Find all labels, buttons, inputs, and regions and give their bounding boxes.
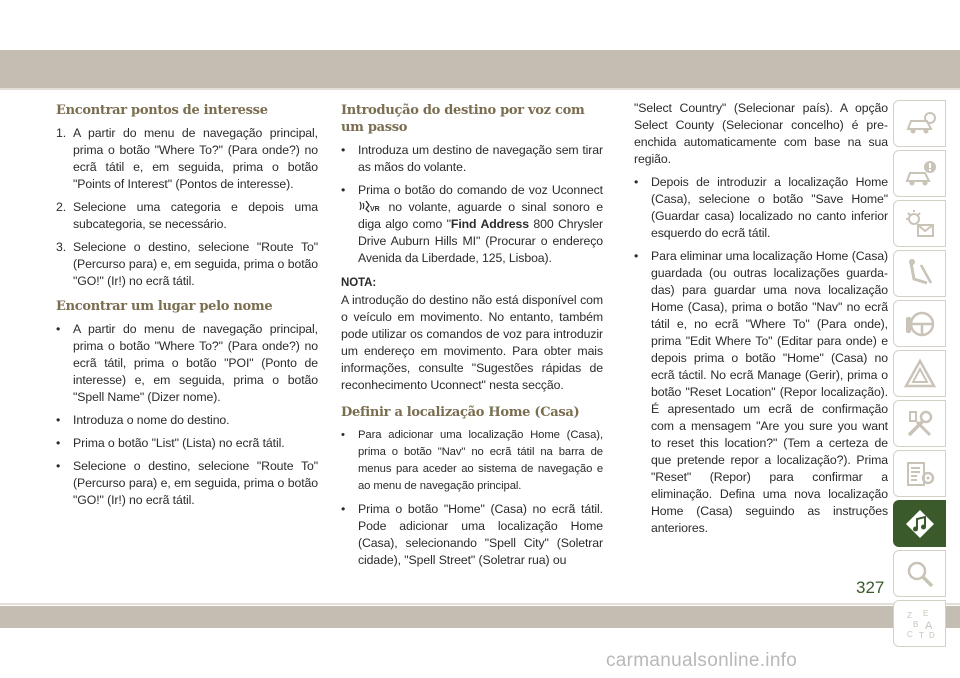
page-number: 327	[856, 578, 885, 597]
list-item: • Para adicionar uma localização Home (Casa), prima o botão "Nav" no ecrã tátil na barra de menus para aceder ao sistema de navegação e ao menu de navegação principal.	[341, 429, 603, 492]
heading-find-poi: Encontrar pontos de interesse	[56, 103, 268, 118]
lights-message-icon[interactable]	[893, 200, 946, 247]
list-item: • Prima o botão "List" (Lista) no ecrã tátil.	[56, 436, 285, 450]
list-item: • Introduza o nome do destino.	[56, 413, 230, 427]
heading-set-home: Definir a localização Home (Casa)	[341, 405, 580, 420]
column-1	[56, 102, 318, 515]
svg-text:D: D	[928, 630, 935, 640]
heading-find-by-name: Encontrar um lugar pelo nome	[56, 299, 273, 314]
svg-text:VR: VR	[370, 206, 380, 213]
svg-text:Z: Z	[906, 610, 912, 620]
list-item: • Para eliminar uma localização Home (Casa) guardada (ou outras localizações guardadas) para guardar uma nova localização Home (Casa), prima o botão "Nav" no ecrã tátil e, no ecrã "Where To" (Para onde), prima "Edit Where To" (Editar para onde) e depois prima o botão "Home" (Casa) no ecrã táctil. No ecrã Manage (Gerir), prima o botão "Reset Location" (Repor localização). É apresentado um ecrã de confirmação com a mensagem "Are you sure you want to reset this location?" (Tem a certeza de que pretende repor a localização?). Prima "Reset" (Repor) para confirmar a eliminação. Defina uma nova localização Home (Casa) seguindo as instruções anteriores.	[634, 249, 888, 535]
voice-command-icon	[358, 199, 382, 213]
list-item: 3. Selecione o destino, selecione "Route To" (Percurso para) e, em seguida, prima o botão "GO!" (Ir!) no ecrã tátil.	[56, 240, 318, 288]
svg-text:E: E	[922, 608, 928, 618]
search-icon[interactable]	[893, 550, 946, 597]
column-2	[341, 102, 603, 575]
hazard-warning-icon[interactable]	[893, 350, 946, 397]
list-item: 2. Selecione uma categoria e depois uma subcategoria, se necessário.	[56, 200, 318, 231]
bottom-band	[0, 606, 960, 628]
svg-text:C: C	[906, 629, 913, 639]
list-item: • A partir do menu de navegação principal, prima o botão "Where To?" (Para onde?) no ecrã tátil, prima o botão "POI" (Ponto de interesse) e, em seguida, prima o botão "Spell Name" (Dizer nome).	[56, 322, 318, 404]
chapter-tabs	[893, 100, 946, 650]
seat-airbag-icon[interactable]	[893, 250, 946, 297]
bottom-band-line	[0, 603, 960, 605]
car-warning-icon[interactable]	[893, 150, 946, 197]
list-item: • Prima o botão "Home" (Casa) no ecrã tátil. Pode adicionar uma localização Home (Casa), selecionando "Spell City" (Soletrar cidade), "Spell Street" (Soletrar rua) ou	[341, 502, 603, 567]
list-item: • Prima o botão do comando de voz Uconnect VR no volante, aguarde o sinal sonoro e diga algo como "Find Address 800 Chrysler Drive Auburn Hills MI" (Procurar o endereço Avenida da Liberdade, 125, Lisboa).	[341, 183, 603, 265]
top-band	[0, 50, 960, 88]
set-home-list	[341, 427, 603, 569]
multimedia-icon[interactable]	[893, 500, 946, 547]
top-band-line	[0, 88, 960, 90]
voice-destination-list	[341, 142, 603, 267]
poi-steps	[56, 125, 318, 290]
continued-text: "Select Country" (Selecionar país). A opção Select County (Selecionar concelho) é preenchida automaticamente com base na sua região.	[634, 101, 888, 166]
svg-text:A: A	[924, 619, 932, 632]
watermark: carmanualsonline.info	[606, 650, 798, 671]
column-3	[634, 100, 888, 543]
home-location-list	[634, 174, 888, 537]
list-item: • Depois de introduzir a localização Home (Casa), selecione o botão "Save Home" (Guardar casa) localizado no canto inferior esquerdo do ecrã tátil.	[634, 175, 888, 240]
svg-text:B: B	[912, 619, 918, 629]
heading-voice-destination: Introdução do destino por voz com um passo	[341, 103, 585, 135]
steering-wheel-icon[interactable]	[893, 300, 946, 347]
find-by-name-list	[56, 321, 318, 509]
specifications-icon[interactable]	[893, 450, 946, 497]
tools-icon[interactable]	[893, 400, 946, 447]
list-item: 1. A partir do menu de navegação principal, prima o botão "Where To?" (Para onde?) no ecrã tátil e, em seguida, prima o botão "Points of Interest" (Pontos de interesse).	[56, 126, 318, 191]
svg-text:T: T	[918, 630, 924, 640]
note-label: NOTA:	[341, 277, 377, 289]
note-text: A introdução do destino não está disponível com o veículo em movimento. No entanto, também pode utilizar os comandos de voz para introduzir um endereço em movimento. Para obter mais informações, consulte "Sugestões rápidas de reconhecimento Uconnect" nesta secção.	[341, 293, 603, 392]
list-item: • Selecione o destino, selecione "Route To" (Percurso para) e, em seguida, prima o botão "GO!" (Ir!) no ecrã tátil.	[56, 459, 318, 507]
car-info-icon[interactable]	[893, 100, 946, 147]
list-item: • Introduza um destino de navegação sem tirar as mãos do volante.	[341, 143, 603, 174]
alphabet-index-icon[interactable]	[893, 600, 946, 647]
